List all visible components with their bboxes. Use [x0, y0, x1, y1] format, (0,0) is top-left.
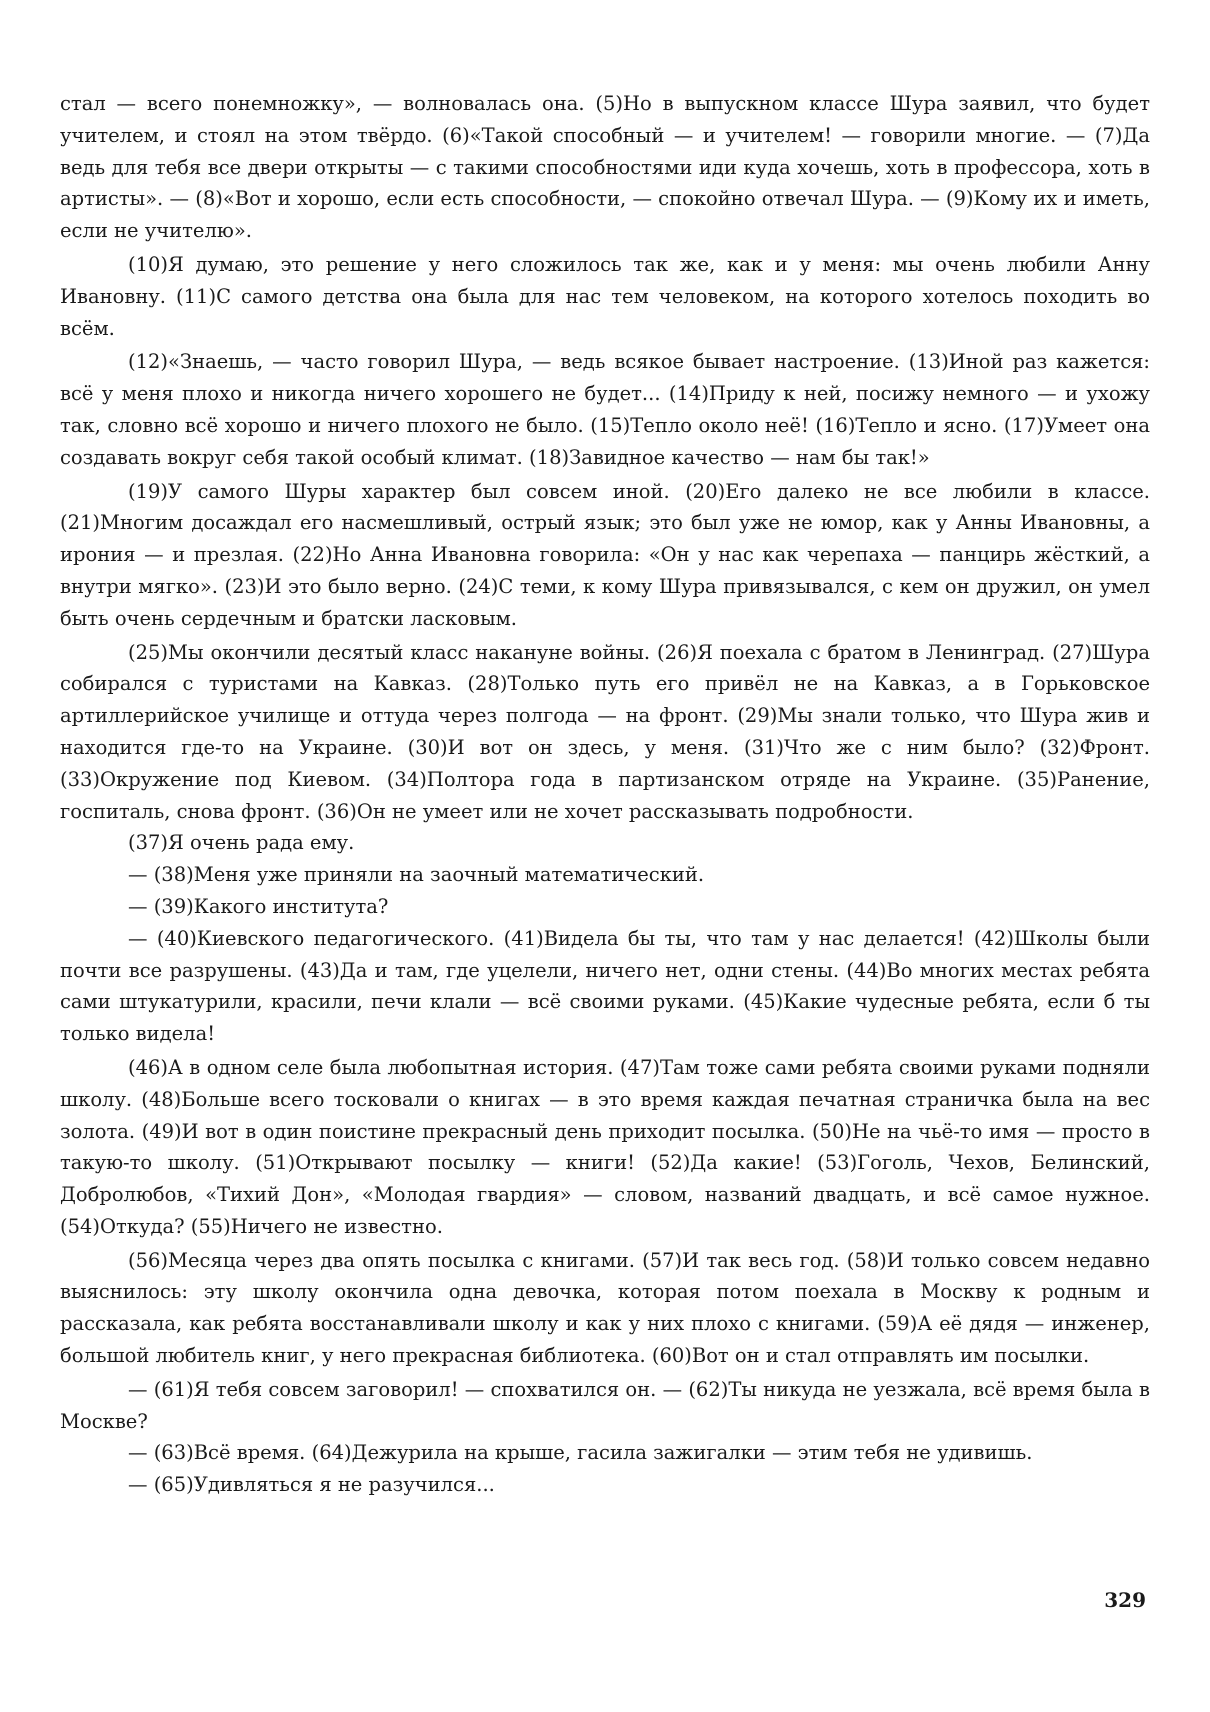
paragraph-5: (25)Мы окончили десятый класс накануне войны. (26)Я поехала с братом в Ленинград. (27)Шура собирался с туристами на Кавказ. (28)Только путь его привёл не на Кавказ, а в Горьковское артиллерийское училище и оттуда через полгода — на фронт. (29)Мы знали только, что Шура жив и находится где-то на Украине. (30)И вот он здесь, у меня. (31)Что же с ним было? (32)Фронт. (33)Окружение под Киевом. (34)Полтора года в партизанском отряде на Украине. (35)Ранение, госпиталь, снова фронт. (36)Он не умеет или не хочет рассказывать подробности. [60, 640, 1150, 823]
paragraph-2: (10)Я думаю, это решение у него сложилось так же, как и у меня: мы очень любили Анну Ивановну. (11)С самого детства она была для нас тем человеком, на которого хотелось походить во всём. [60, 252, 1150, 340]
paragraph-10: (46)А в одном селе была любопытная история. (47)Там тоже сами ребята своими руками подняли школу. (48)Больше всего тосковали о книгах — в это время каждая печатная страничка была на вес золота. (49)И вот в один поистине прекрасный день приходит посылка. (50)Не на чьё-то имя — просто в такую-то школу. (51)Открывают посылку — книги! (52)Да какие! (53)Гоголь, Чехов, Белинский, Добролюбов, «Тихий Дон», «Молодая гвардия» — словом, названий двадцать, и всё самое нужное. (54)Откуда? (55)Ничего не известно. [60, 1055, 1150, 1238]
dialogue-line-5: — (63)Всё время. (64)Дежурила на крыше, гасила зажигалки — этим тебя не удивишь. [128, 1441, 1033, 1465]
dialogue-line-1: — (38)Меня уже приняли на заочный математический. [128, 863, 705, 887]
page-number: 329 [1104, 1588, 1146, 1612]
dialogue-line-3: — (40)Киевского педагогического. (41)Видела бы ты, что там у нас делается! (42)Школы были почти все разрушены. (43)Да и там, где уцелели, ничего нет, одни стены. (44)Во многих местах ребята сами штукатурили, красили, печи клали — всё своими руками. (45)Какие чудесные ребята, если б ты только видела! [60, 926, 1150, 1046]
paragraph-11: (56)Месяца через два опять посылка с книгами. (57)И так весь год. (58)И только совсем недавно выяснилось: эту школу окончила одна девочка, которая потом поехала в Москву к родным и рассказала, как ребята восстанавливали школу и как у них плохо с книгами. (59)А её дядя — инженер, большой любитель книг, у него прекрасная библиотека. (60)Вот он и стал отправлять им посылки. [60, 1248, 1150, 1368]
dialogue-line-2: — (39)Какого института? [128, 894, 389, 918]
dialogue-line-4: — (61)Я тебя совсем заговорил! — спохватился он. — (62)Ты никуда не уезжала, всё время была в Москве? [60, 1377, 1150, 1433]
dialogue-line-6: — (65)Удивляться я не разучился... [128, 1473, 495, 1497]
paragraph-3: (12)«Знаешь, — часто говорил Шура, — ведь всякое бывает настроение. (13)Иной раз кажется: всё у меня плохо и никогда ничего хорошего не будет... (14)Приду к ней, посижу немного — и ухожу так, словно всё хорошо и ничего плохого не было. (15)Тепло около неё! (16)Тепло и ясно. (17)Умеет она создавать вокруг себя такой особый климат. (18)Завидное качество — нам бы так!» [60, 350, 1150, 469]
paragraph-6: (37)Я очень рада ему. [128, 831, 355, 855]
paragraph-4: (19)У самого Шуры характер был совсем иной. (20)Его далеко не все любили в классе. (21)Многим досаждал его насмешливый, острый язык; это был уже не юмор, как у Анны Ивановны, а ирония — и презлая. (22)Но Анна Ивановна говорила: «Он у нас как черепаха — панцирь жёсткий, а внутри мягко». (23)И это было верно. (24)С теми, к кому Шура привязывался, с кем он дружил, он умел быть очень сердечным и братски ласковым. [60, 479, 1150, 630]
paragraph-1: стал — всего понемножку», — волновалась она. (5)Но в выпускном классе Шура заявил, что будет учителем, и стоял на этом твёрдо. (6)«Такой способный — и учителем! — говорили многие. — (7)Да ведь для тебя все двери открыты — с такими способностями иди куда хочешь, хоть в профессора, хоть в артисты». — (8)«Вот и хорошо, если есть способности, — спокойно отвечал Шура. — (9)Кому их и иметь, если не учителю». [60, 92, 1150, 243]
page-body [60, 88, 1150, 1501]
